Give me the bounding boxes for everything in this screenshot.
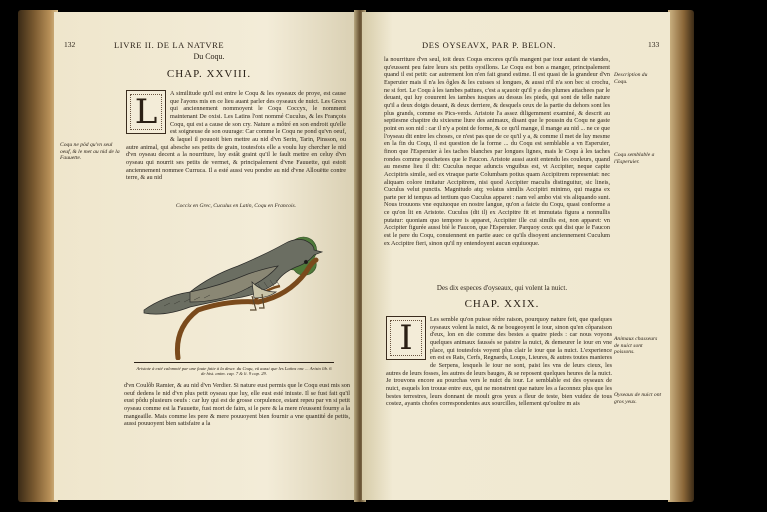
margin-note: Coqu ne pôd qu'vn seul oeuf, & le met au nid de la Fauuette. [60, 142, 120, 162]
cuckoo-illustration [134, 210, 334, 360]
margin-note-3: Animaux chasseurs de nuict sont poissons. [614, 336, 658, 356]
margin-note-2: Coqu semblable a l'Esperuier. [614, 152, 655, 165]
running-head: DES OYSEAVX, PAR P. BELON. [422, 40, 556, 50]
figure-caption-bottom: Aristote à esté calomnié par une faute faite à la descr. du Coqu, vû aussi que les Latins onc ... Aristo lib. 6 de hist. anim. cap. 7 & li. 9 cap. 29. [136, 366, 332, 377]
decorated-initial: L [126, 90, 166, 134]
book-edge-right [668, 10, 694, 502]
right-page [362, 12, 670, 500]
left-page [54, 12, 358, 500]
figure-rule [134, 362, 334, 363]
section-intro: Des dix especes d'oyseaux, qui volent la nuict. [436, 284, 568, 292]
body-text-bottom: d'vn Coulôb Ramier, & au nid d'vn Verdier. Si nature eust permis que le Coqu eust mis son oeuf dedens le nid d'vn plus petit oyseau que luy, elle eust esté iniuste. Il se fust fait qu'il eust pôdu plusieurs oeufs : car luy qui est de grosse corpulence, estant repeu par vn si petit oyseau comme est la Fauuette, fust mort de faim, si le pere & la mere n'eussent fourny a la mangeaille. Mais comme les pere & mere pouuoyent bien fournir a vne quantité de petits, aussi pouuoyent bien satisfaire a la [124, 382, 350, 428]
body-text-top: A similitude qu'il est entre le Coqu & les oyseaux de proye, est cause que l'ayons mis en ce lieu auant parler des oyseaux de nuict. Les Grecs qui anciennement nommoyent le Coqu Coccyx, le nomment maintenant De oxisi. Les Latins l'ont nommé Cuculus, & les François Coqu, qui est a cause de son cry. Nature a môtré en son endroit qu'elle est soigneuse de son ouurage: Car comme le Coqu ne pond qu'vn oeuf, & laquel il pouuoit bien mettre au nid d'vn Serin, Tarin, Pinsson, ou autre animal, qui abesche ses petits de grain, toutesfois elle a voulu luy chercher le nid d'vn oyseau decent a la nourriture, luy estât graint qu'il le fault mettre en celuy d'vn oyseau qui nourrit ses petits de vermet, & principalement d'vne Fauuette, qui estoit anciennement nommee Curruca. Il a esté aussi veu pondre au nid d'vne Allouëtte contre terre, & au nid [126, 90, 346, 182]
page-number: 132 [64, 40, 76, 49]
running-head: LIVRE II. DE LA NATVRE [114, 40, 225, 50]
book-edge-left [18, 10, 58, 502]
figure-caption-top: Coccix en Grec, Cuculus en Latin, Coqu en Francois. [175, 203, 297, 209]
body-text-top: la nourriture d'vn seul, ioit deux Coqus encores qu'ils mangent par iour autant de viandes, qu'eussent peu faire leurs six petits oysillons. Le Coqu est bon a manger, principalement quand il est petit: car autrement lon n'en fait grand estime. Il est quasi de la grandeur d'vn Esperuier mais il n'a les ôgles & les cuisses si longues, & aussi n'il n'a son bec si crochu, ne si fort. Le Coqu à les iambes pattues, c'est a sçauoir qu'il y a des plumes attachees par le deuant, qui luy couurent les iambes iusques au dessus les pieds, qui sont de telle nature qu'il a deux doigts deuant, & deux derriere, & desquels ceux de la partie du dehors sont les plus grands, comme es Pics-verds. Aristote l'a assez diligemment examiné, & descrit au septiesme chapitre du sixiesme liure des animaux, disant que le poussin du Coqu ne gaste point en son nid : car il n'y a point de forme, & ce qu'il mange, il mange au nid ... ne ce que l'oyseau dit entre les choses, ce n'est pas que de ce qu'il y a, & comme il met de luy mesme en la fin du Coqu, il est question de la forme ... du Coqu est semblable a vn Esperuier, finon que l'Esperuier à les taches blanches par longues lignes, mais le Coqu à les taches rondes comme pouchetees que le Faucon. Aristote aussi auoit entendu les couleurs, quand au mesme lieu il dit: Cuculus neque aduncis vnguibus est, vt Accipiter, neque capite Accipitris simile, sed ex vtraque parte Columbam potius quam Accipitrem representat: nec aliquam colore imitatur Accipitrem, nisi quod Accipiter maculis distinguitur, sic lineis, Cuculus velut punctis. Magnitudo atq; volatus similis Accipitri minimo, qui magna ex parte per id tempus ad tertium quo Cuculus apparet : nam vel ambo visi vis aliquando sunt. Nous trouuons vne equiuoque en nostre langue, qu'on a faicte du Coqu, quasi conforme a ce qu'on lit en Aristote. Cuculus (dit il) ex Accipitre fit et immutata figura a nonnullis putatur: quoniam quo tempore is apparet, Accipiter ille cui similis est, non apparet: vn Accipiter figurée aussi bié le Faucon, que l'Esperuier. Parquoy ceux qui dist que le Faucon est le pere du Coqu, conuiennent en partie auec ce qu'ils disoyent anciennement Cuculum ex Accipitre fieri, sinon qu'il ny entendoyent aucun equiuoque. [384, 56, 610, 247]
subhead: Du Coqu. [193, 52, 225, 61]
margin-note-1: Description du Coqu. [614, 72, 648, 85]
body-text-bottom: Les semble qu'on puisse rédre raison, pourquoy nature feit, que quelques oyseaux volent la nuict, & ne bougeoyent le iour, sinon qu'en côparaison d'eux, lon en die comme des bestes a quatre pieds : car nous voyons quelques animaux faussés se paistre la nuict, & demeurer le iour en vne place, qui toutesfois voyent plus clair le iour que la nuict. L'experience en est es Rats, Cerfs, Regnards, Loups, Lieures, & autres toutes manieres de Serpens, lesquels le iour ne sont, paist les vns de leurs cieux, les autres de leurs fosses, les autres de leurs bauges, & se reposent quelques heures de la nuict. Je trouvons encore au pourchas vers le nuict du iour. Le semblable est des oyseaux de nuict, esquels lon trouue entre eux, qui ne monstrent que nature les a faconnez plus que les bestes terrestres, leurs donnant de moult gros yeux a fleur de teste, bien vuidez de tous costez, ayants chofes correspondentes aux sourcilles, tellement qu'oultre m ais [386, 316, 612, 408]
margin-note-4: Oyseaux de nuict ont gros yeux. [614, 392, 662, 405]
chapter-title: CHAP. XXIX. [464, 298, 540, 310]
page-number: 133 [648, 40, 660, 49]
chapter-title: CHAP. XXVIII. [166, 68, 252, 80]
decorated-initial: I [386, 316, 426, 360]
